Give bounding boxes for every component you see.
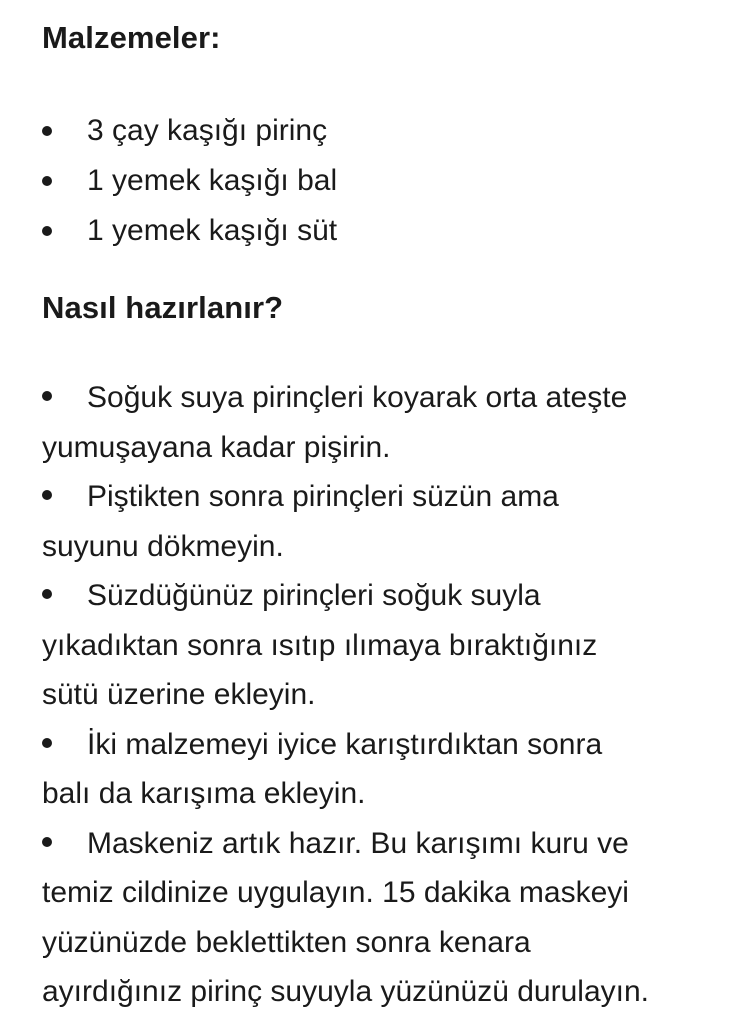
step-item xyxy=(42,373,727,472)
step-line: balı da karışıma ekleyin. xyxy=(42,777,366,810)
preparation-heading: Nasıl hazırlanır? xyxy=(42,290,284,325)
step-line: sütü üzerine ekleyin. xyxy=(42,678,316,711)
step-line: Soğuk suya pirinçleri koyarak orta ateşte xyxy=(87,381,628,414)
step-line: Maskeniz artık hazır. Bu karışımı kuru ve xyxy=(87,826,629,860)
step-item xyxy=(42,720,727,819)
step-line: İki malzemeyi iyice karıştırdıktan sonra xyxy=(87,727,603,761)
ingredients-list xyxy=(42,58,727,288)
bullet-icon xyxy=(42,490,52,500)
bullet-icon xyxy=(42,176,52,186)
bullet-icon xyxy=(42,589,52,599)
bullet-icon xyxy=(42,126,52,136)
bullet-icon xyxy=(42,391,52,401)
list-item xyxy=(42,206,727,256)
step-item xyxy=(42,819,727,1017)
step-line: Süzdüğünüz pirinçleri soğuk suyla xyxy=(87,579,541,612)
bullet-icon xyxy=(42,837,52,847)
bullet-icon xyxy=(42,226,52,236)
step-line: yumuşayana kadar pişirin. xyxy=(42,430,391,464)
ingredient-text: 3 çay kaşığı pirinç xyxy=(87,114,328,147)
step-line: yüzünüzde beklettikten sonra kenara xyxy=(42,925,531,959)
step-item xyxy=(42,571,727,720)
step-line: ayırdığınız pirinç suyuyla yüzünüzü durulayın. xyxy=(42,975,649,1008)
step-line: yıkadıktan sonra ısıtıp ılımaya bıraktığınız xyxy=(42,628,598,662)
ingredient-text: 1 yemek kaşığı bal xyxy=(87,164,338,197)
step-line: Piştikten sonra pirinçleri süzün ama xyxy=(87,480,559,513)
list-item xyxy=(42,106,727,156)
bullet-icon xyxy=(42,738,52,748)
step-line: temiz cildinize uygulayın. 15 dakika maskeyi xyxy=(42,876,629,909)
ingredient-text: 1 yemek kaşığı süt xyxy=(87,214,338,247)
ingredients-heading: Malzemeler: xyxy=(42,20,221,55)
preparation-steps xyxy=(42,328,727,1017)
step-item xyxy=(42,472,727,571)
step-line: suyunu dökmeyin. xyxy=(42,529,284,563)
list-item xyxy=(42,156,727,206)
